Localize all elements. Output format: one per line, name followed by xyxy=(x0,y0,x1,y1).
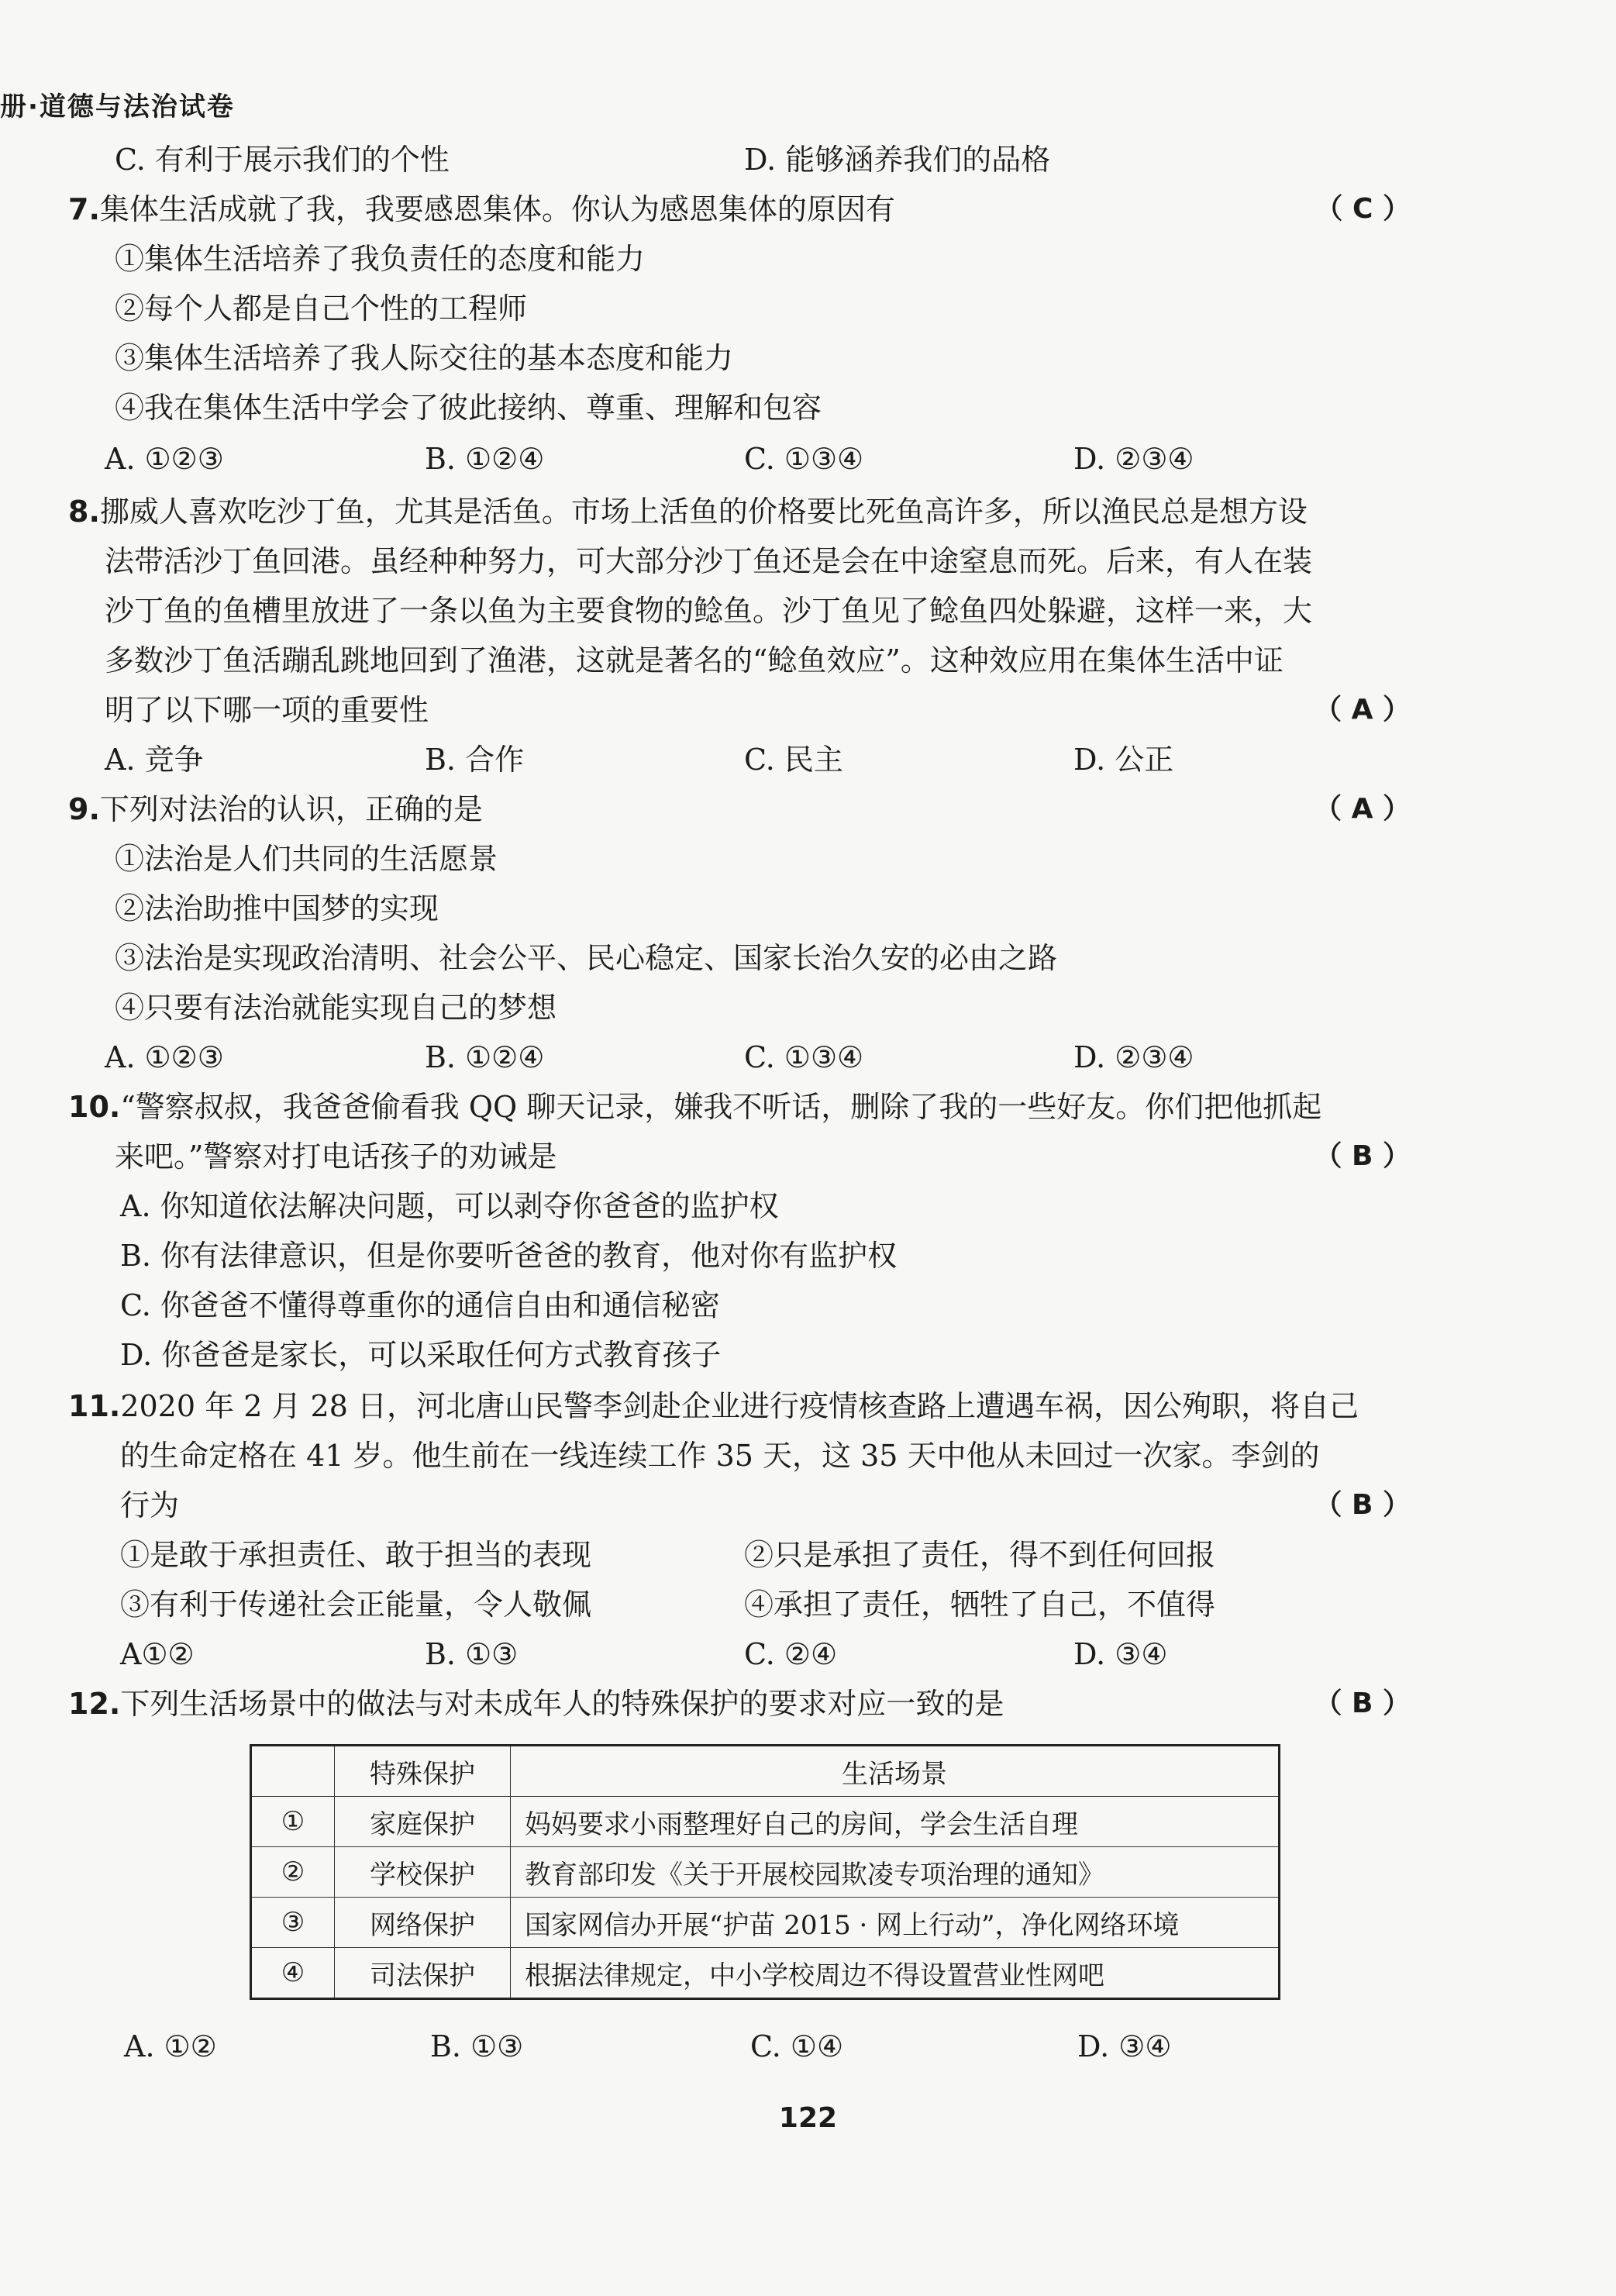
q8-option-c: C. 民主 xyxy=(744,743,843,777)
q9-item: ③法治是实现政治清明、社会公平、民心稳定、国家长治久安的必由之路 xyxy=(115,941,1058,975)
table-header-cell xyxy=(251,1746,335,1797)
q9-item: ②法治助推中国梦的实现 xyxy=(115,891,439,926)
q11-number: 11. xyxy=(68,1389,121,1423)
q7-item: ①集体生活培养了我负责任的态度和能力 xyxy=(115,242,646,276)
table-cell: 家庭保护 xyxy=(335,1797,511,1847)
q11-option-a: A①② xyxy=(120,1637,195,1671)
q12-answer: （ B ） xyxy=(1314,1688,1411,1719)
table-cell: 妈妈要求小雨整理好自己的房间，学会生活自理 xyxy=(511,1797,1280,1847)
q10-option-c: C. 你爸爸不懂得尊重你的通信自由和通信秘密 xyxy=(120,1288,720,1322)
q8-option-d: D. 公正 xyxy=(1073,743,1174,777)
table-cell: 学校保护 xyxy=(335,1847,511,1898)
q10-line xyxy=(68,1088,1321,1126)
q9-text: 下列对法治的认识，正确的是 xyxy=(99,792,483,826)
q9-option-d: D. ②③④ xyxy=(1073,1040,1194,1074)
q11-item: ③有利于传递社会正能量，令人敬佩 xyxy=(120,1588,592,1622)
q8-line: 沙丁鱼的鱼槽里放进了一条以鱼为主要食物的鲶鱼。沙丁鱼见了鲶鱼四处躲避，这样一来，大 xyxy=(105,594,1313,628)
prev-option-d: D. 能够涵养我们的品格 xyxy=(744,143,1051,177)
q12-number: 12. xyxy=(68,1687,121,1721)
q7-text: 集体生活成就了我，我要感恩集体。你认为感恩集体的原因有 xyxy=(99,192,895,226)
page-header: 册·道德与法治试卷 xyxy=(0,91,235,122)
q7-item: ④我在集体生活中学会了彼此接纳、尊重、理解和包容 xyxy=(115,391,822,425)
q9-option-a: A. ①②③ xyxy=(105,1040,224,1074)
q8-line: 明了以下哪一项的重要性 xyxy=(105,693,429,727)
q7-option-c: C. ①③④ xyxy=(744,442,864,476)
q8-line: 法带活沙丁鱼回港。虽经种种努力，可大部分沙丁鱼还是会在中途窒息而死。后来，有人在装 xyxy=(105,544,1313,578)
table-cell: 司法保护 xyxy=(335,1948,511,1999)
q9-number: 9. xyxy=(68,792,100,826)
table-cell: ③ xyxy=(251,1898,335,1948)
q7-option-b: B. ①②④ xyxy=(425,442,545,476)
q8-option-b: B. 合作 xyxy=(425,743,525,777)
q12-option-b: B. ①③ xyxy=(430,2029,524,2063)
table-cell: ④ xyxy=(251,1948,335,1999)
q11-line xyxy=(68,1388,1359,1425)
q10-option-a: A. 你知道依法解决问题，可以剥夺你爸爸的监护权 xyxy=(120,1189,779,1223)
q12-stem xyxy=(68,1685,1004,1722)
table-cell: 根据法律规定，中小学校周边不得设置营业性网吧 xyxy=(511,1948,1280,1999)
q8-answer: （ A ） xyxy=(1314,694,1411,726)
q10-number: 10. xyxy=(68,1090,121,1124)
table-cell: ② xyxy=(251,1847,335,1898)
q10-line: 来吧。”警察对打电话孩子的劝诫是 xyxy=(115,1139,557,1174)
q10-answer: （ B ） xyxy=(1314,1140,1411,1172)
table-row xyxy=(251,1948,1280,1999)
q10-option-d: D. 你爸爸是家长，可以采取任何方式教育孩子 xyxy=(120,1338,722,1372)
table-header-cell: 生活场景 xyxy=(511,1746,1280,1797)
q11-item: ④承担了责任，牺牲了自己，不值得 xyxy=(744,1588,1216,1622)
q9-option-c: C. ①③④ xyxy=(744,1040,864,1074)
table-cell: 国家网信办开展“护苗 2015 · 网上行动”，净化网络环境 xyxy=(511,1898,1280,1948)
q7-option-d: D. ②③④ xyxy=(1073,442,1194,476)
q11-item: ①是敢于承担责任、敢于担当的表现 xyxy=(120,1538,592,1572)
q11-option-c: C. ②④ xyxy=(744,1637,838,1671)
q7-item: ③集体生活培养了我人际交往的基本态度和能力 xyxy=(115,341,734,375)
q12-option-d: D. ③④ xyxy=(1077,2029,1172,2063)
q7-option-a: A. ①②③ xyxy=(105,442,224,476)
q11-text: 2020 年 2 月 28 日，河北唐山民警李剑赴企业进行疫情核查路上遭遇车祸，因公殉职，将自己 xyxy=(120,1389,1359,1423)
table-cell: 教育部印发《关于开展校园欺凌专项治理的通知》 xyxy=(511,1847,1280,1898)
page-number: 122 xyxy=(778,2102,838,2134)
q8-line: 多数沙丁鱼活蹦乱跳地回到了渔港，这就是著名的“鲶鱼效应”。这种效应用在集体生活中证 xyxy=(105,643,1283,677)
q11-option-d: D. ③④ xyxy=(1073,1637,1168,1671)
q10-text: “警察叔叔，我爸爸偷看我 QQ 聊天记录，嫌我不听话，删除了我的一些好友。你们把他抓起 xyxy=(120,1090,1322,1124)
q9-item: ①法治是人们共同的生活愿景 xyxy=(115,842,498,876)
q7-answer: （ C ） xyxy=(1315,193,1411,225)
prev-option-c: C. 有利于展示我们的个性 xyxy=(115,143,450,177)
q10-option-b: B. 你有法律意识，但是你要听爸爸的教育，他对你有监护权 xyxy=(120,1239,898,1273)
q9-answer: （ A ） xyxy=(1314,793,1411,825)
q12-option-a: A. ①② xyxy=(124,2029,217,2063)
q11-item: ②只是承担了责任，得不到任何回报 xyxy=(744,1538,1216,1572)
q7-item: ②每个人都是自己个性的工程师 xyxy=(115,291,528,326)
q9-option-b: B. ①②④ xyxy=(425,1040,545,1074)
q11-line: 行为 xyxy=(120,1488,180,1522)
q11-line: 的生命定格在 41 岁。他生前在一线连续工作 35 天，这 35 天中他从未回过一次家。李剑的 xyxy=(120,1439,1320,1473)
protection-table xyxy=(250,1744,1280,2000)
q12-text: 下列生活场景中的做法与对未成年人的特殊保护的要求对应一致的是 xyxy=(120,1687,1004,1721)
q8-line xyxy=(68,493,1308,530)
q8-option-a: A. 竞争 xyxy=(105,743,204,777)
q8-text: 挪威人喜欢吃沙丁鱼，尤其是活鱼。市场上活鱼的价格要比死鱼高许多，所以渔民总是想方设 xyxy=(99,495,1308,529)
table-cell: 网络保护 xyxy=(335,1898,511,1948)
q9-item: ④只要有法治就能实现自己的梦想 xyxy=(115,991,557,1025)
q8-number: 8. xyxy=(68,495,100,529)
table-header-cell: 特殊保护 xyxy=(335,1746,511,1797)
q9-stem xyxy=(68,791,483,828)
table-header-row xyxy=(251,1746,1280,1797)
q11-answer: （ B ） xyxy=(1314,1489,1411,1521)
table-cell: ① xyxy=(251,1797,335,1847)
table-row xyxy=(251,1898,1280,1948)
q7-stem xyxy=(68,191,895,228)
q12-option-c: C. ①④ xyxy=(750,2029,844,2063)
q11-option-b: B. ①③ xyxy=(425,1637,519,1671)
table-row xyxy=(251,1797,1280,1847)
q7-number: 7. xyxy=(68,192,100,226)
table-row xyxy=(251,1847,1280,1898)
